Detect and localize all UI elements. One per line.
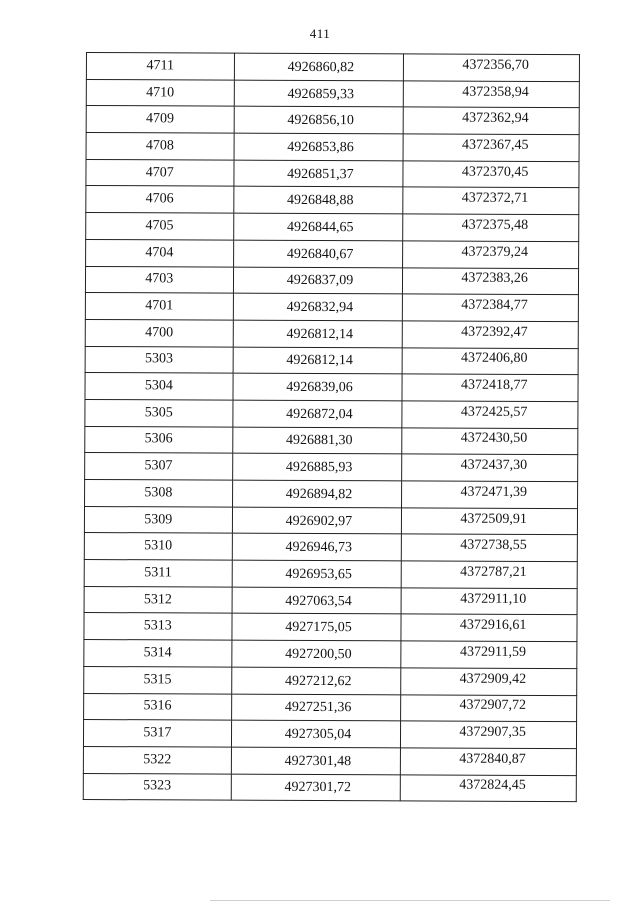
cell-value: 4372418,77: [460, 377, 528, 394]
cell-value: 5308: [144, 485, 173, 501]
table-row: [85, 479, 578, 508]
cell-value: 4372911,10: [460, 591, 527, 607]
cell-value: 4708: [145, 138, 174, 154]
y-coordinate-cell: [402, 347, 578, 374]
y-coordinate-cell: [401, 721, 577, 748]
point-number-cell: [86, 213, 234, 240]
table-row: [86, 213, 579, 242]
point-number-cell: [84, 693, 232, 720]
cell-value: 4926844,65: [286, 219, 354, 236]
y-coordinate-cell: [401, 774, 577, 801]
table-row: [85, 399, 578, 428]
y-coordinate-cell: [403, 321, 579, 348]
y-coordinate-cell: [403, 267, 579, 294]
table-row: [85, 319, 578, 348]
table-row: [84, 640, 577, 669]
y-coordinate-cell: [401, 588, 577, 615]
cell-value: 4372356,70: [462, 57, 529, 73]
point-number-cell: [83, 720, 231, 747]
table-row: [84, 666, 577, 695]
cell-value: 4705: [145, 218, 174, 234]
cell-value: 4926812,14: [286, 326, 354, 342]
table-row: [84, 533, 577, 562]
cell-value: 5307: [144, 458, 173, 474]
cell-value: 4927305,04: [284, 726, 352, 743]
cell-value: 4926859,33: [287, 86, 355, 102]
y-coordinate-cell: [402, 374, 578, 401]
point-number-cell: [84, 560, 232, 587]
cell-value: 4372911,59: [460, 644, 527, 660]
table-row: [83, 720, 576, 749]
table-row: [86, 159, 579, 188]
y-coordinate-cell: [402, 401, 578, 428]
cell-value: 4926953,65: [285, 566, 352, 583]
cell-value: 4926812,14: [286, 353, 353, 369]
x-coordinate-cell: [232, 507, 402, 534]
point-number-cell: [83, 773, 231, 800]
cell-value: 4927175,05: [285, 620, 352, 636]
point-number-cell: [84, 586, 232, 613]
x-coordinate-cell: [233, 267, 403, 294]
cell-value: 4926853,86: [287, 139, 354, 156]
x-coordinate-cell: [234, 133, 404, 160]
cell-value: 4926851,37: [287, 166, 354, 182]
point-number-cell: [85, 346, 233, 373]
cell-value: 4704: [145, 244, 174, 261]
table-row: [85, 266, 578, 295]
point-number-cell: [86, 239, 234, 266]
cell-value: 4372362,94: [462, 110, 529, 127]
x-coordinate-cell: [232, 453, 402, 480]
coordinates-table: [83, 52, 580, 802]
x-coordinate-cell: [233, 320, 403, 347]
x-coordinate-cell: [234, 53, 404, 80]
table-row: [83, 773, 576, 802]
point-number-cell: [85, 426, 233, 453]
cell-value: 5304: [144, 378, 173, 394]
cell-value: 4711: [146, 58, 175, 74]
cell-value: 5310: [144, 538, 173, 554]
cell-value: 4372375,48: [461, 217, 529, 233]
point-number-cell: [86, 186, 234, 213]
y-coordinate-cell: [403, 294, 579, 321]
cell-value: 4927251,36: [284, 700, 352, 716]
cell-value: 4927063,54: [285, 593, 352, 609]
cell-value: 4372787,21: [460, 564, 527, 580]
cell-value: 4926839,06: [286, 379, 353, 396]
cell-value: 5305: [144, 405, 173, 421]
x-coordinate-cell: [234, 107, 404, 134]
cell-value: 5323: [143, 778, 172, 794]
y-coordinate-cell: [402, 508, 578, 535]
cell-value: 4707: [145, 164, 174, 180]
point-number-cell: [84, 640, 232, 667]
x-coordinate-cell: [234, 80, 404, 107]
point-number-cell: [86, 79, 234, 106]
cell-value: 4700: [145, 324, 174, 341]
cell-value: 4372471,39: [460, 484, 528, 500]
cell-value: 5309: [144, 511, 173, 527]
table-row: [84, 586, 577, 615]
x-coordinate-cell: [233, 240, 403, 267]
y-coordinate-cell: [403, 107, 579, 134]
cell-value: 4926881,30: [285, 433, 353, 449]
table-row: [86, 79, 579, 108]
cell-value: 4926885,93: [285, 460, 353, 476]
cell-value: 4372425,57: [460, 404, 528, 420]
x-coordinate-cell: [232, 400, 402, 427]
point-number-cell: [86, 53, 234, 80]
cell-value: 4926848,88: [287, 193, 354, 209]
cell-value: 5316: [143, 698, 172, 714]
cell-value: 5306: [144, 431, 173, 447]
y-coordinate-cell: [403, 161, 579, 188]
cell-value: 4372370,45: [461, 164, 529, 180]
point-number-cell: [84, 506, 232, 533]
table-row: [86, 239, 579, 268]
cell-value: 5311: [144, 565, 172, 581]
table-row: [84, 506, 577, 535]
point-number-cell: [86, 133, 234, 160]
x-coordinate-cell: [232, 480, 402, 507]
cell-value: 4372738,55: [460, 537, 527, 554]
cell-value: 4372372,71: [461, 190, 529, 207]
cell-value: 4706: [145, 191, 174, 207]
x-coordinate-cell: [231, 720, 401, 747]
cell-value: 4710: [146, 84, 175, 100]
cell-value: 4926856,10: [287, 113, 354, 129]
page-number: 411: [309, 26, 331, 41]
x-coordinate-cell: [232, 614, 402, 641]
table-row: [86, 186, 579, 215]
cell-value: 4372907,72: [459, 697, 527, 714]
cell-value: 4709: [145, 111, 175, 127]
cell-value: 4372907,35: [459, 724, 526, 740]
cell-value: 4926837,09: [286, 273, 354, 289]
x-coordinate-cell: [231, 667, 401, 694]
point-number-cell: [85, 266, 233, 293]
table-row: [84, 693, 577, 722]
cell-value: 4703: [145, 271, 174, 287]
point-number-cell: [85, 453, 233, 480]
y-coordinate-cell: [404, 54, 580, 81]
point-number-cell: [84, 533, 232, 560]
x-coordinate-cell: [233, 373, 403, 400]
cell-value: 5312: [143, 591, 172, 607]
y-coordinate-cell: [401, 641, 577, 668]
point-number-cell: [85, 319, 233, 346]
cell-value: 4926872,04: [286, 406, 353, 422]
x-coordinate-cell: [234, 160, 404, 187]
cell-value: 5315: [143, 671, 172, 688]
cell-value: 4372909,42: [459, 671, 527, 687]
table-row: [86, 133, 579, 162]
cell-value: 4372437,30: [460, 457, 528, 474]
x-coordinate-cell: [233, 293, 403, 320]
cell-value: 5303: [144, 351, 174, 367]
cell-value: 4372383,26: [461, 270, 528, 287]
y-coordinate-cell: [403, 134, 579, 161]
cell-value: 4372384,77: [461, 297, 528, 313]
y-coordinate-cell: [403, 241, 579, 268]
point-number-cell: [83, 746, 231, 773]
x-coordinate-cell: [233, 213, 403, 240]
x-coordinate-cell: [233, 187, 403, 214]
cell-value: 4927212,62: [284, 673, 352, 689]
x-coordinate-cell: [231, 694, 401, 721]
cell-value: 4372379,24: [461, 244, 529, 260]
point-number-cell: [84, 613, 232, 640]
x-coordinate-cell: [232, 534, 402, 561]
point-number-cell: [86, 106, 234, 133]
table-row: [86, 106, 579, 135]
page-bottom-edge: [210, 900, 610, 901]
point-number-cell: [85, 373, 233, 400]
y-coordinate-cell: [401, 748, 577, 775]
y-coordinate-cell: [403, 214, 579, 241]
cell-value: 4926860,82: [287, 59, 355, 76]
cell-value: 4927301,72: [284, 780, 352, 796]
table-row: [85, 373, 578, 402]
x-coordinate-cell: [231, 747, 401, 774]
table-row: [84, 560, 577, 589]
cell-value: 5322: [143, 751, 172, 768]
cell-value: 4372509,91: [460, 511, 527, 527]
table-row: [86, 53, 579, 82]
y-coordinate-cell: [402, 428, 578, 455]
x-coordinate-cell: [231, 640, 401, 667]
cell-value: 5313: [143, 618, 172, 634]
y-coordinate-cell: [404, 81, 580, 108]
cell-value: 5314: [143, 645, 172, 661]
table-row: [85, 453, 578, 482]
cell-value: 4372840,87: [459, 751, 526, 767]
y-coordinate-cell: [402, 534, 578, 561]
cell-value: 5317: [143, 725, 172, 741]
y-coordinate-cell: [401, 561, 577, 588]
y-coordinate-cell: [402, 481, 578, 508]
y-coordinate-cell: [401, 668, 577, 695]
y-coordinate-cell: [403, 187, 579, 214]
cell-value: 4372358,94: [462, 84, 529, 100]
x-coordinate-cell: [232, 560, 402, 587]
table-row: [84, 613, 577, 642]
cell-value: 4701: [145, 298, 174, 314]
x-coordinate-cell: [231, 774, 401, 801]
x-coordinate-cell: [233, 347, 403, 374]
cell-value: 4372367,45: [461, 137, 529, 153]
y-coordinate-cell: [401, 614, 577, 641]
cell-value: 4926832,94: [286, 299, 354, 316]
cell-value: 4927301,48: [284, 753, 352, 769]
point-number-cell: [86, 159, 234, 186]
cell-value: 4372392,47: [461, 324, 528, 340]
cell-value: 4372916,61: [459, 617, 527, 634]
cell-value: 4926894,82: [285, 486, 353, 503]
cell-value: 4372824,45: [459, 778, 526, 794]
cell-value: 4926840,67: [286, 246, 354, 262]
y-coordinate-cell: [402, 454, 578, 481]
cell-value: 4926946,73: [285, 540, 353, 556]
cell-value: 4926902,97: [285, 513, 353, 529]
cell-value: 4927200,50: [285, 646, 352, 663]
table-row: [85, 346, 578, 375]
point-number-cell: [84, 666, 232, 693]
table-row: [85, 293, 578, 322]
point-number-cell: [85, 293, 233, 320]
point-number-cell: [85, 479, 233, 506]
cell-value: 4372406,80: [461, 351, 528, 367]
table-row: [83, 746, 576, 775]
coordinates-table-body: [83, 53, 579, 802]
x-coordinate-cell: [232, 427, 402, 454]
cell-value: 4372430,50: [460, 431, 528, 447]
y-coordinate-cell: [401, 694, 577, 721]
x-coordinate-cell: [232, 587, 402, 614]
table-row: [85, 426, 578, 455]
point-number-cell: [85, 399, 233, 426]
